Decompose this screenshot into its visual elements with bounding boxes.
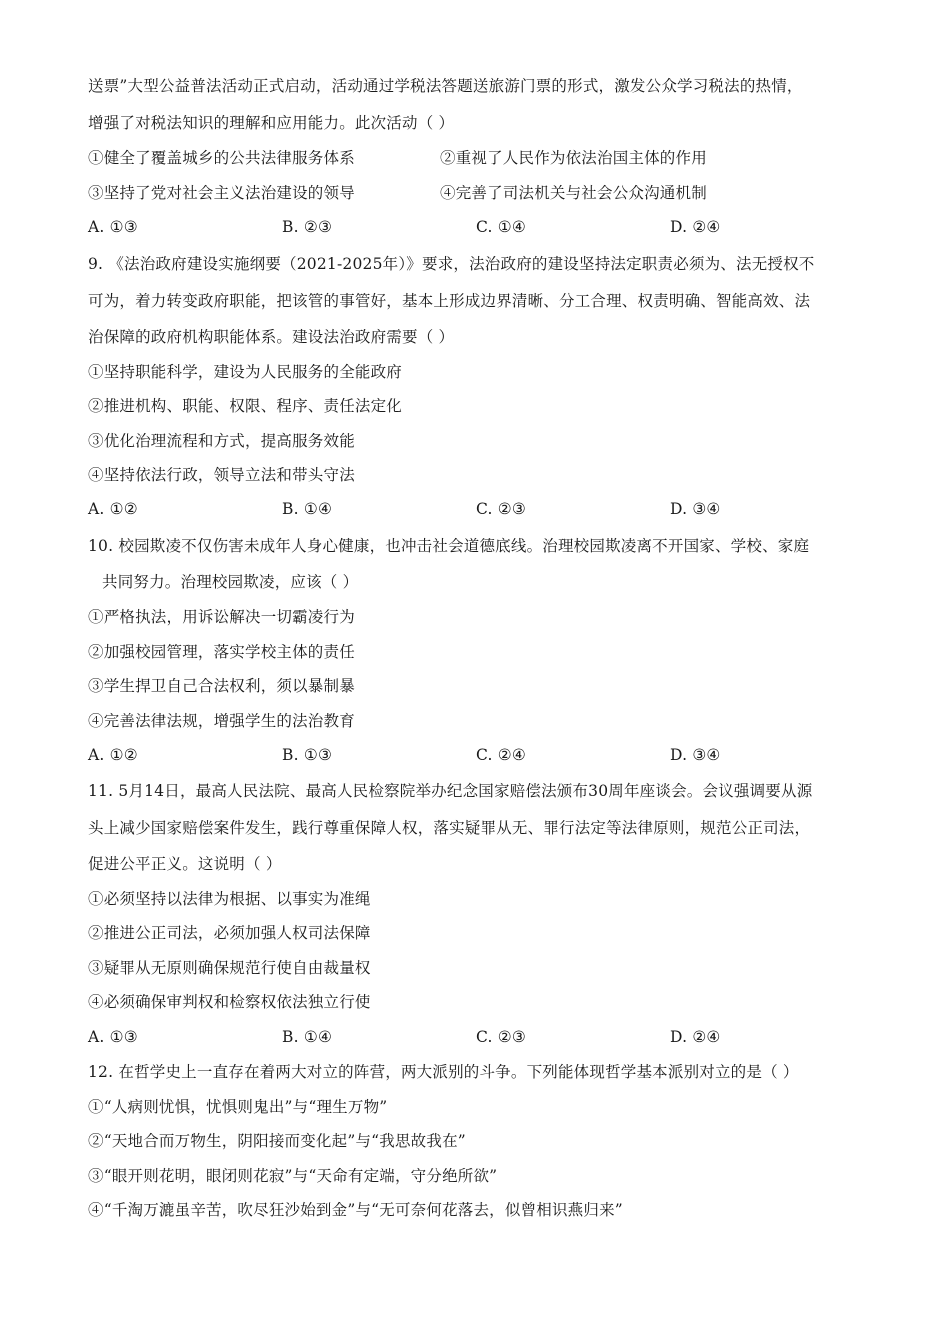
q10-statement-2: ②加强校园管理，落实学校主体的责任 — [88, 643, 355, 661]
q10-choice-d: D. ③④ — [670, 746, 721, 764]
q8-choice-c: C. ①④ — [476, 218, 526, 236]
q12-statement-1: ①“人病则忧惧，忧惧则鬼出”与“理生万物” — [88, 1098, 388, 1116]
q11-stem-line3: 促进公平正义。这说明（ ） — [88, 855, 282, 873]
q8-stem-line2: 增强了对税法知识的理解和应用能力。此次活动（ ） — [88, 114, 455, 132]
q9-choice-a: A. ①② — [88, 500, 138, 518]
q8-statement-3: ③坚持了党对社会主义法治建设的领导 — [88, 184, 355, 202]
q11-choice-d: D. ②④ — [670, 1028, 721, 1046]
q12-statement-2: ②“天地合而万物生，阴阳接而变化起”与“我思故我在” — [88, 1132, 466, 1150]
q10-statement-1: ①严格执法，用诉讼解决一切霸凌行为 — [88, 608, 355, 626]
q11-stem-line2: 头上减少国家赔偿案件发生，践行尊重保障人权，落实疑罪从无、罪行法定等法律原则，规范公正司法， — [88, 819, 811, 837]
q12-statement-3: ③“眼开则花明，眼闭则花寂”与“天命有定端，守分绝所欲” — [88, 1167, 498, 1185]
q11-statement-3: ③疑罪从无原则确保规范行使自由裁量权 — [88, 959, 371, 977]
q11-statement-1: ①必须坚持以法律为根据、以事实为准绳 — [88, 890, 371, 908]
q8-stem-line1: 送票”大型公益普法活动正式启动，活动通过学税法答题送旅游门票的形式，激发公众学习税法的热情， — [88, 77, 803, 95]
q10-choice-a: A. ①② — [88, 746, 138, 764]
q12-stem-line1: 12. 在哲学史上一直存在着两大对立的阵营，两大派别的斗争。下列能体现哲学基本派别对立的是（ ） — [88, 1063, 799, 1081]
q11-statement-2: ②推进公正司法，必须加强人权司法保障 — [88, 924, 371, 942]
q10-choice-b: B. ①③ — [282, 746, 333, 764]
q9-statement-2: ②推进机构、职能、权限、程序、责任法定化 — [88, 397, 403, 415]
q9-choice-d: D. ③④ — [670, 500, 721, 518]
q9-choice-c: C. ②③ — [476, 500, 526, 518]
q9-stem-line1: 9. 《法治政府建设实施纲要（2021-2025年）》要求，法治政府的建设坚持法定职责必须为、法无授权不 — [88, 255, 815, 273]
q8-choice-d: D. ②④ — [670, 218, 721, 236]
q10-stem-line1: 10. 校园欺凌不仅伤害未成年人身心健康，也冲击社会道德底线。治理校园欺凌离不开国家、学校、家庭 — [88, 537, 810, 555]
q8-choice-a: A. ①③ — [88, 218, 138, 236]
q9-statement-4: ④坚持依法行政，领导立法和带头守法 — [88, 466, 355, 484]
q10-statement-3: ③学生捍卫自己合法权利，须以暴制暴 — [88, 677, 355, 695]
q8-choice-b: B. ②③ — [282, 218, 333, 236]
q10-choice-c: C. ②④ — [476, 746, 526, 764]
q10-stem-line2: 共同努力。治理校园欺凌，应该（ ） — [102, 573, 359, 591]
q9-statement-1: ①坚持职能科学，建设为人民服务的全能政府 — [88, 363, 403, 381]
q9-choice-b: B. ①④ — [282, 500, 333, 518]
q10-statement-4: ④完善法律法规，增强学生的法治教育 — [88, 712, 355, 730]
q11-stem-line1: 11. 5月14日，最高人民法院、最高人民检察院举办纪念国家赔偿法颁布30周年座谈会。会议强调要从源 — [88, 782, 813, 800]
q11-choice-c: C. ②③ — [476, 1028, 526, 1046]
q11-choice-a: A. ①③ — [88, 1028, 138, 1046]
q11-choice-b: B. ①④ — [282, 1028, 333, 1046]
q8-statement-2: ②重视了人民作为依法治国主体的作用 — [440, 149, 707, 167]
q12-statement-4: ④“千淘万漉虽辛苦，吹尽狂沙始到金”与“无可奈何花落去，似曾相识燕归来” — [88, 1201, 623, 1219]
q8-statement-4: ④完善了司法机关与社会公众沟通机制 — [440, 184, 707, 202]
q9-stem-line2: 可为，着力转变政府职能，把该管的事管好，基本上形成边界清晰、分工合理、权责明确、智能高效、法 — [88, 292, 811, 310]
q9-stem-line3: 治保障的政府机构职能体系。建设法治政府需要（ ） — [88, 328, 455, 346]
q11-statement-4: ④必须确保审判权和检察权依法独立行使 — [88, 993, 371, 1011]
q8-statement-1: ①健全了覆盖城乡的公共法律服务体系 — [88, 149, 355, 167]
q9-statement-3: ③优化治理流程和方式，提高服务效能 — [88, 432, 355, 450]
